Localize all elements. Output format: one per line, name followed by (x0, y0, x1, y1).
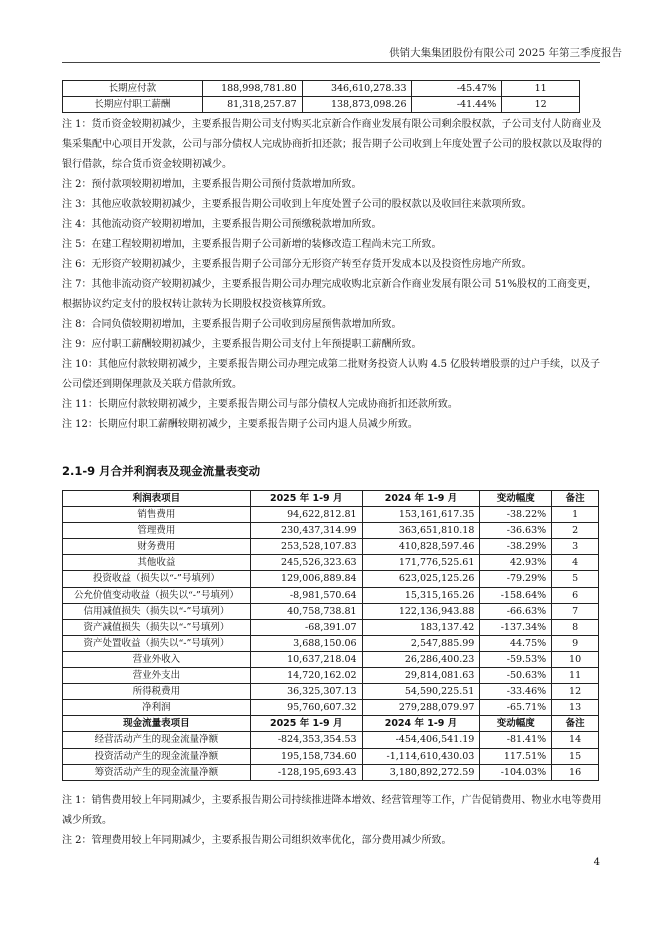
row-item: 其他收益 (63, 555, 251, 571)
row-change: -41.44% (412, 97, 502, 113)
row-current: 3,688,150.06 (250, 635, 362, 651)
row-change: -38.29% (480, 539, 552, 555)
row-current: 94,622,812.81 (250, 507, 362, 523)
col-header-item: 利润表项目 (63, 491, 251, 507)
row-change: -38.22% (480, 507, 552, 523)
row-change: -81.41% (480, 732, 552, 748)
row-current: 245,526,323.63 (250, 555, 362, 571)
col-header-current: 2025 年 1-9 月 (250, 491, 362, 507)
row-prior: 346,610,278.33 (302, 81, 412, 97)
row-prior: -1,114,610,430.03 (362, 748, 480, 764)
row-note: 15 (552, 748, 599, 764)
row-current: 14,720,162.02 (250, 668, 362, 684)
note-paragraph: 注 9：应付职工薪酬较期初减少，主要系报告期公司支付上年预提职工薪酬所致。 (62, 339, 422, 350)
row-item: 营业外收入 (63, 651, 251, 667)
row-note: 3 (552, 539, 599, 555)
row-item: 管理费用 (63, 523, 251, 539)
table-row (63, 635, 599, 651)
row-note: 6 (552, 587, 599, 603)
cashflow-header-row (63, 716, 599, 732)
row-item: 信用减值损失（损失以“-”号填列） (63, 603, 251, 619)
row-prior: 410,828,597.46 (362, 539, 480, 555)
table-row (63, 523, 599, 539)
row-item: 长期应付职工薪酬 (63, 97, 203, 113)
row-note: 5 (552, 571, 599, 587)
row-note: 11 (552, 668, 599, 684)
row-change: 42.93% (480, 555, 552, 571)
row-item: 所得税费用 (63, 684, 251, 700)
table-row (63, 619, 599, 635)
row-current: -128,195,693.43 (250, 764, 362, 780)
row-current: 195,158,734.60 (250, 748, 362, 764)
row-item: 财务费用 (63, 539, 251, 555)
note-paragraph: 注 5：在建工程较期初增加，主要系报告期子公司新增的装修改造工程尚未完工所致。 (62, 239, 442, 250)
table-row (63, 764, 599, 780)
row-change: -59.53% (480, 651, 552, 667)
row-change: -65.71% (480, 700, 552, 716)
col-header-note: 备注 (552, 491, 599, 507)
row-prior: 623,025,125.26 (362, 571, 480, 587)
note-paragraph: 注 4：其他流动资产较期初增加，主要系报告期公司预缴税款增加所致。 (62, 219, 382, 230)
row-note: 9 (552, 635, 599, 651)
table-row (63, 587, 599, 603)
row-change: -45.47% (412, 81, 502, 97)
table-row (63, 684, 599, 700)
row-item: 投资收益（损失以“-”号填列） (63, 571, 251, 587)
balance-sheet-notes (62, 115, 602, 435)
row-change: -158.64% (480, 587, 552, 603)
income-cashflow-changes-table (62, 490, 599, 781)
row-prior: 279,288,079.97 (362, 700, 480, 716)
row-prior: 138,873,098.26 (302, 97, 412, 113)
row-note: 12 (502, 97, 580, 113)
row-item: 长期应付款 (63, 81, 203, 97)
row-current: -824,353,354.53 (250, 732, 362, 748)
row-prior: 153,161,617.35 (362, 507, 480, 523)
row-prior: 29,814,081.63 (362, 668, 480, 684)
table-row (63, 555, 599, 571)
row-note: 11 (502, 81, 580, 97)
row-prior: 54,590,225.51 (362, 684, 480, 700)
note-paragraph: 注 3：其他应收款较期初减少，主要系报告期公司收到上年度处置子公司的股权款以及收回往来款项所致。 (62, 199, 532, 210)
row-item: 投资活动产生的现金流量净额 (63, 748, 251, 764)
row-current: -8,981,570.64 (250, 587, 362, 603)
row-prior: 171,776,525.61 (362, 555, 480, 571)
row-note: 1 (552, 507, 599, 523)
row-note: 7 (552, 603, 599, 619)
note-paragraph: 注 7：其他非流动资产较期初减少，主要系报告期公司办理完成收购北京新合作商业发展有限公司 51%股权的工商变更，根据协议约定支付的股权转让款转为长期股权投资核算所致。 (62, 279, 597, 310)
note-paragraph: 注 2：预付款项较期初增加，主要系报告期公司预付货款增加所致。 (62, 179, 362, 190)
row-item: 净利润 (63, 700, 251, 716)
row-prior: 26,286,400.23 (362, 651, 480, 667)
row-current: 129,006,889.84 (250, 571, 362, 587)
row-prior: 363,651,810.18 (362, 523, 480, 539)
income-header-row (63, 491, 599, 507)
note-paragraph: 注 10：其他应付款较期初减少，主要系报告期公司办理完成第二批财务投资人认购 4.5 亿股转增股票的过户手续，以及子公司偿还到期保理款及关联方借款所致。 (62, 359, 601, 390)
row-note: 12 (552, 684, 599, 700)
row-change: 117.51% (480, 748, 552, 764)
row-current: 40,758,738.81 (250, 603, 362, 619)
table-row (63, 81, 580, 97)
row-current: -68,391.07 (250, 619, 362, 635)
note-paragraph: 注 2：管理费用较上年同期减少，主要系报告期公司组织效率优化，部分费用减少所致。 (62, 835, 452, 846)
row-note: 14 (552, 732, 599, 748)
note-paragraph: 注 1：货币资金较期初减少，主要系报告期公司支付购买北京新合作商业发展有限公司剩余股权款，子公司支付人防商业及集采集配中心项目开发款，公司与部分债权人完成协商折扣还款；报告期子公司收到上年度处置子公司的股权款以及取得的银行借款，综合货币资金较期初减少。 (62, 119, 602, 170)
row-current: 81,318,257.87 (202, 97, 302, 113)
page-number: 4 (593, 857, 600, 868)
row-item: 资产处置收益（损失以“-”号填列） (63, 635, 251, 651)
row-note: 10 (552, 651, 599, 667)
row-item: 公允价值变动收益（损失以“-”号填列） (63, 587, 251, 603)
table-row (63, 571, 599, 587)
note-paragraph: 注 8：合同负债较期初增加，主要系报告期子公司收到房屋预售款增加所致。 (62, 319, 402, 330)
note-paragraph: 注 6：无形资产较期初减少，主要系报告期子公司部分无形资产转至存货开发成本以及投资性房地产所致。 (62, 259, 532, 270)
col-header-prior: 2024 年 1-9 月 (362, 491, 480, 507)
note-paragraph: 注 12：长期应付职工薪酬较期初减少，主要系报告期子公司内退人员减少所致。 (62, 419, 418, 430)
row-change: -79.29% (480, 571, 552, 587)
row-change: -50.63% (480, 668, 552, 684)
row-note: 4 (552, 555, 599, 571)
table-row (63, 539, 599, 555)
table-row (63, 651, 599, 667)
table-row (63, 668, 599, 684)
table-row (63, 97, 580, 113)
row-prior: 122,136,943.88 (362, 603, 480, 619)
row-prior: -454,406,541.19 (362, 732, 480, 748)
col-header-item: 现金流量表项目 (63, 716, 251, 732)
row-change: 44.75% (480, 635, 552, 651)
col-header-change: 变动幅度 (480, 716, 552, 732)
row-change: -104.03% (480, 764, 552, 780)
row-current: 36,325,307.13 (250, 684, 362, 700)
row-current: 10,637,218.04 (250, 651, 362, 667)
row-item: 销售费用 (63, 507, 251, 523)
note-paragraph: 注 1：销售费用较上年同期减少，主要系报告期公司持续推进降本增效、经营管理等工作，广告促销费用、物业水电等费用减少所致。 (62, 795, 602, 826)
table-row (63, 748, 599, 764)
row-note: 16 (552, 764, 599, 780)
section-heading: 2.1-9 月合并利润表及现金流量表变动 (62, 464, 261, 478)
table-row (63, 603, 599, 619)
row-item: 资产减值损失（损失以“-”号填列） (63, 619, 251, 635)
row-item: 经营活动产生的现金流量净额 (63, 732, 251, 748)
col-header-change: 变动幅度 (480, 491, 552, 507)
row-prior: 15,315,165.26 (362, 587, 480, 603)
row-prior: 183,137.42 (362, 619, 480, 635)
note-paragraph: 注 11：长期应付款较期初减少，主要系报告期公司与部分债权人完成协商折扣还款所致。 (62, 399, 458, 410)
row-current: 95,760,607.32 (250, 700, 362, 716)
table-row (63, 700, 599, 716)
row-change: -36.63% (480, 523, 552, 539)
col-header-prior: 2024 年 1-9 月 (362, 716, 480, 732)
table-row (63, 507, 599, 523)
row-item: 筹资活动产生的现金流量净额 (63, 764, 251, 780)
row-prior: 3,180,892,272.59 (362, 764, 480, 780)
report-header-title: 供销大集集团股份有限公司 2025 年第三季度报告 (389, 47, 622, 59)
row-note: 13 (552, 700, 599, 716)
row-note: 8 (552, 619, 599, 635)
table-row (63, 732, 599, 748)
row-change: -33.46% (480, 684, 552, 700)
row-change: -137.34% (480, 619, 552, 635)
row-note: 2 (552, 523, 599, 539)
row-prior: 2,547,885.99 (362, 635, 480, 651)
row-current: 253,528,107.83 (250, 539, 362, 555)
income-statement-notes (62, 791, 602, 851)
row-change: -66.63% (480, 603, 552, 619)
header-divider (62, 62, 600, 63)
row-item: 营业外支出 (63, 668, 251, 684)
balance-sheet-changes-table-continued (62, 80, 580, 113)
row-current: 230,437,314.99 (250, 523, 362, 539)
col-header-current: 2025 年 1-9 月 (250, 716, 362, 732)
row-current: 188,998,781.80 (202, 81, 302, 97)
col-header-note: 备注 (552, 716, 599, 732)
